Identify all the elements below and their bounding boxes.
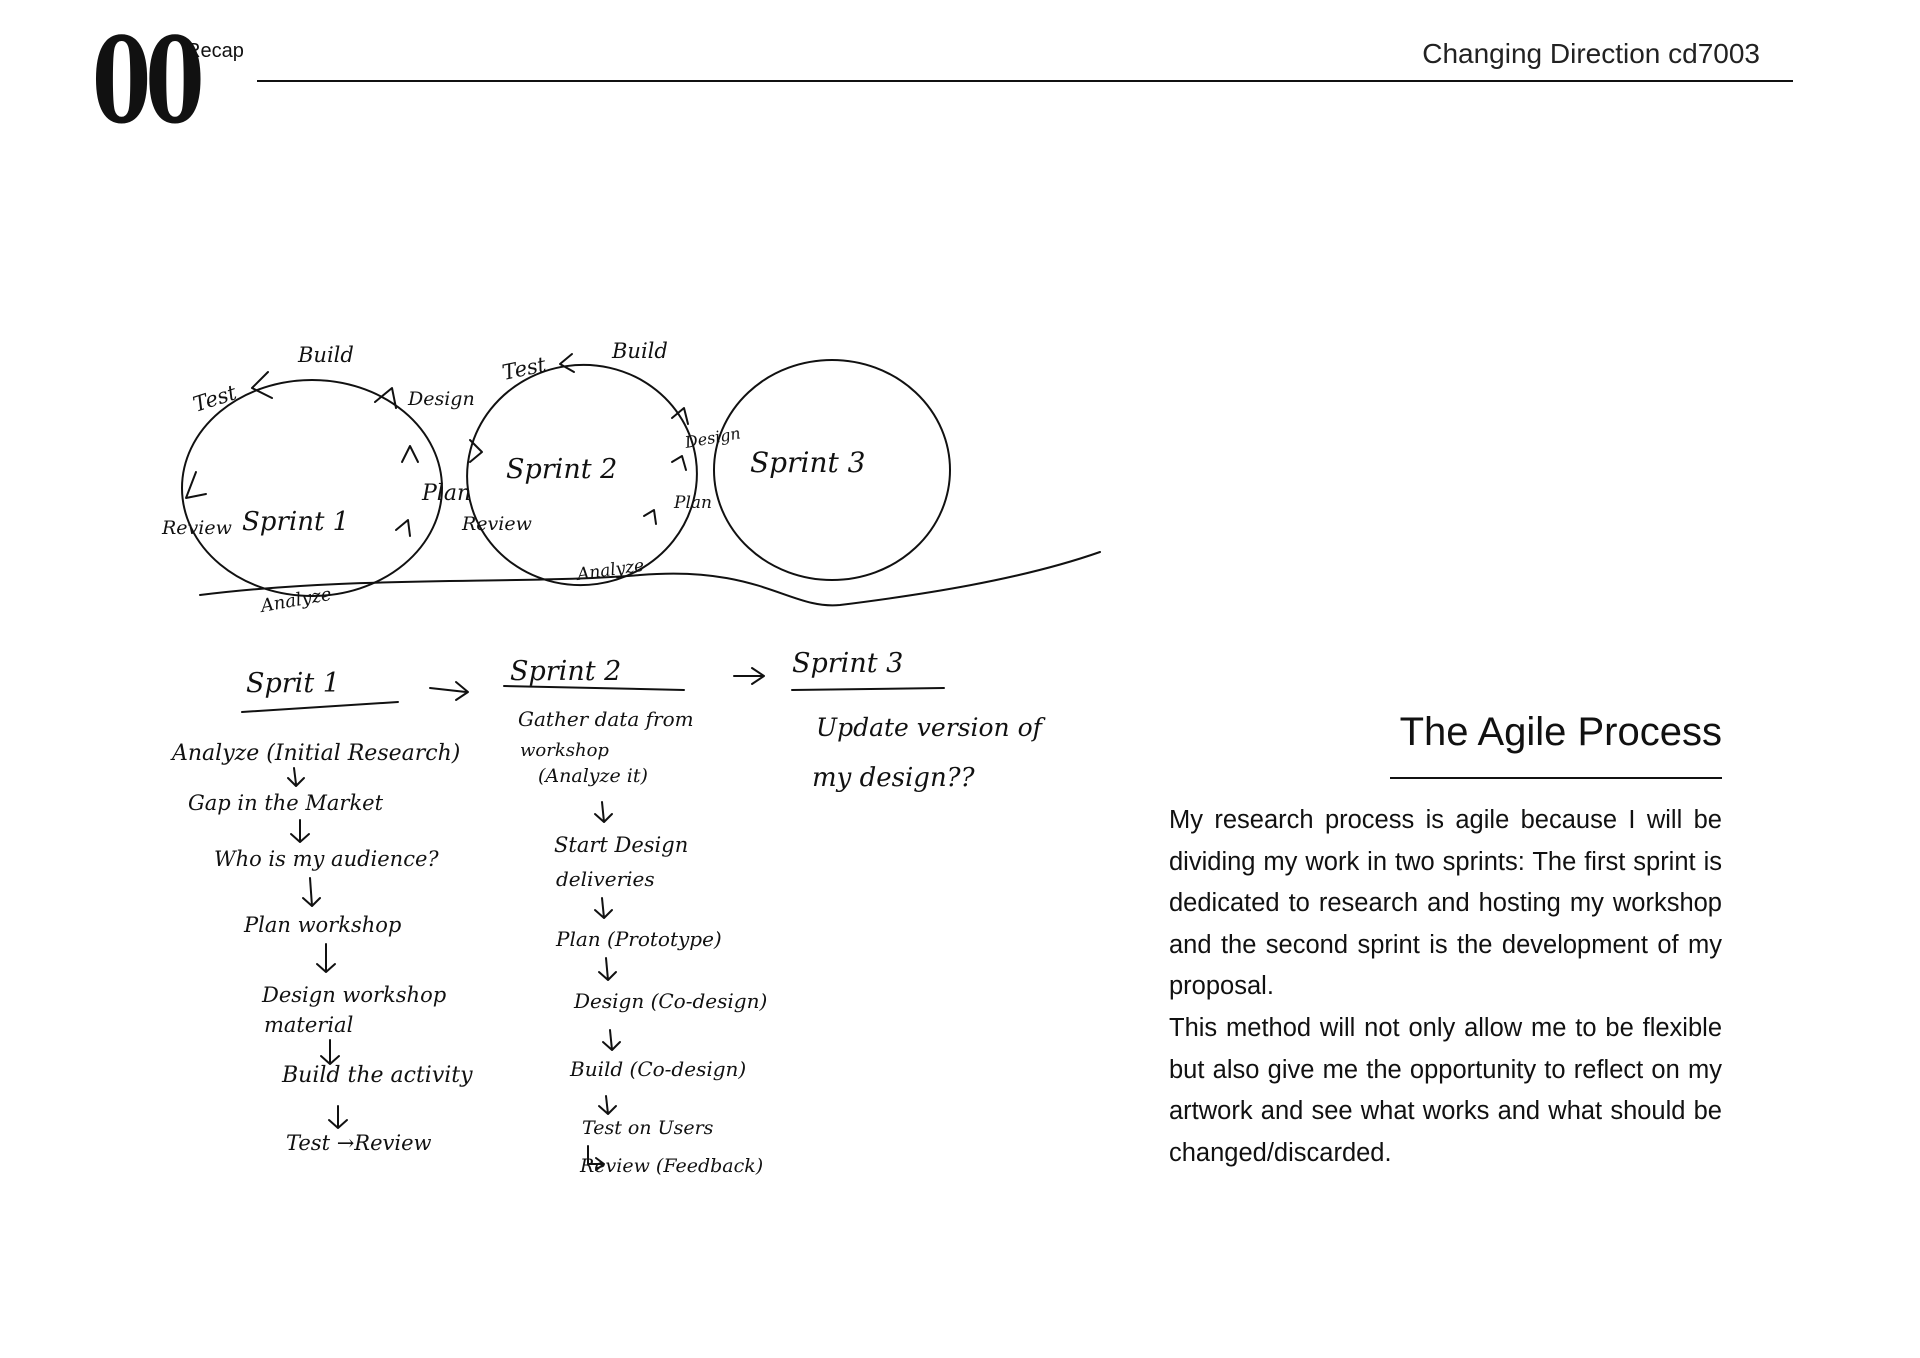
column-arrow [734,668,764,684]
sprint2-test-label: Test [500,352,549,385]
step-arrow [288,768,304,786]
column1-step: Test →Review [286,1131,432,1155]
arrow-head [644,510,656,524]
sprint2-review-label: Review [462,513,532,535]
sprint1-analyze-label: Analyze [259,583,334,617]
column1-title: Sprit 1 [246,668,340,699]
arrow-head [186,472,206,498]
sprint2-analyze-label: Analyze [575,555,646,585]
column-arrow [430,682,468,700]
arrow-head [396,520,410,536]
step-arrow [291,820,309,842]
column2-step: Review (Feedback) [580,1155,764,1177]
arrow-head [560,354,574,372]
section-heading: The Agile Process [1399,710,1722,754]
column1-step: Design workshop [262,983,447,1007]
section-label: Recap [186,40,244,62]
sprint2-build-label: Build [612,339,668,363]
column2-step: workshop [520,740,609,761]
step-arrow [599,1096,616,1114]
column2-step: Build (Co-design) [570,1057,747,1081]
column2-step: deliveries [556,867,655,891]
column3-step: my design?? [812,763,975,793]
document-title: Changing Direction cd7003 [1422,38,1760,69]
column3-underline [792,688,944,690]
sprint2-design-label: Design [683,423,743,452]
column3-step: Update version of [816,713,1042,742]
step-arrow [321,1040,339,1064]
arrow-head [252,372,272,398]
heading-divider [1390,777,1722,779]
sprint1-review-label: Review [162,517,232,539]
page-number: 00 [92,11,199,150]
column2-step: (Analyze it) [538,765,648,787]
step-arrow [599,958,616,980]
step-arrow [317,944,335,972]
column3-title: Sprint 3 [792,648,904,679]
sprint1-build-label: Build [298,343,354,367]
column2-step: Gather data from [518,707,694,731]
column1-step: Who is my audience? [214,847,439,871]
arrow-head [672,456,686,470]
column2-step: Test on Users [582,1117,714,1139]
sprint2-plan-label: Plan [674,493,712,513]
sprint3-name: Sprint 3 [750,446,866,479]
arrow-head [402,446,418,462]
analyze-sweep-line [200,552,1100,605]
step-arrow [603,1030,620,1050]
column1-step: Gap in the Market [188,791,384,815]
column2-step: Plan (Prototype) [556,927,722,951]
column2-step: Start Design [554,833,689,857]
step-arrow [595,898,612,918]
column2-step: Design (Co-design) [574,989,768,1013]
sprint2-name: Sprint 2 [506,454,618,485]
column2-title: Sprint 2 [510,656,622,687]
step-arrow [595,802,612,822]
column1-step: Build the activity [282,1063,473,1088]
column1-step: Analyze (Initial Research) [172,741,461,766]
sprint1-cycle [182,380,442,596]
sprint1-design-label: Design [408,388,475,410]
step-arrow [329,1106,347,1128]
column1-step: Plan workshop [244,913,402,937]
column1-step: material [264,1013,354,1037]
body-paragraph: This method will not only allow me to be flexible but also give me the opportunity to reflect on my artwork and see what works and what should be changed/discarded. [1169,1013,1722,1167]
column1-underline [242,702,398,712]
step-arrow [303,878,320,906]
body-text [1169,800,1722,1174]
sprint1-test-label: Test [190,380,240,417]
body-paragraph: My research process is agile because I will be dividing my work in two sprints: The first sprint is dedicated to research and hosting my workshop and the second sprint is the development of my proposal. [1169,806,1722,1001]
sprint1-plan-label: Plan [422,481,472,506]
sprint1-name: Sprint 1 [242,507,350,537]
